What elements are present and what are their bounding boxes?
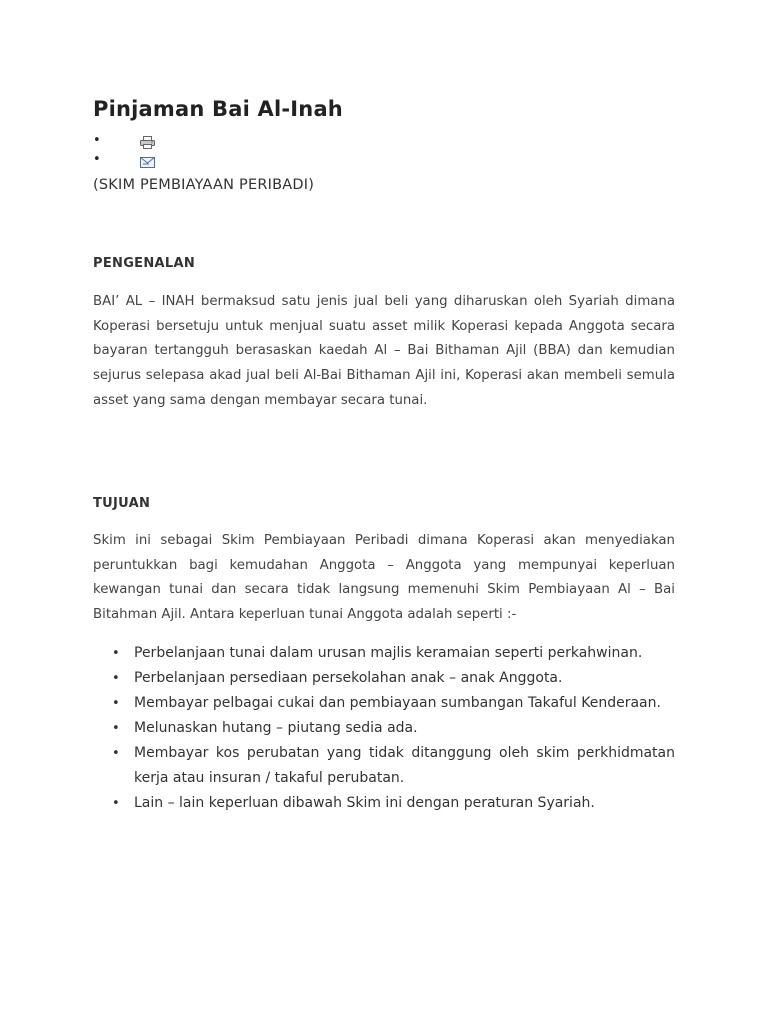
list-bullet: •	[112, 796, 120, 811]
list-bullet: •	[93, 133, 101, 148]
list-item	[93, 716, 675, 741]
list-item-text: Perbelanjaan persediaan persekolahan anak – anak Anggota.	[134, 670, 563, 686]
list-item-text: Lain – lain keperluan dibawah Skim ini dengan peraturan Syariah.	[134, 795, 595, 811]
paragraph-tujuan: Skim ini sebagai Skim Pembiayaan Peribadi dimana Koperasi akan menyediakan peruntukkan bagi kemudahan Anggota – Anggota yang mempunyai keperluan kewangan tunai dan secara tidak langsung memenuhi Skim Pembiayaan Al – Bai Bitahman Ajil. Antara keperluan tunai Anggota adalah seperti :-	[93, 533, 675, 623]
subtitle: (SKIM PEMBIAYAAN PERIBADI)	[93, 177, 315, 193]
list-item-text: Perbelanjaan tunai dalam urusan majlis keramaian seperti perkahwinan.	[134, 645, 643, 661]
page-title: Pinjaman Bai Al-Inah	[93, 97, 343, 121]
needs-list	[93, 641, 675, 816]
list-item-text: Membayar pelbagai cukai dan pembiayaan sumbangan Takaful Kenderaan.	[134, 695, 661, 711]
list-bullet: •	[112, 721, 120, 736]
list-bullet: •	[93, 152, 101, 167]
list-bullet: •	[112, 646, 120, 661]
list-item	[93, 791, 675, 816]
list-bullet: •	[112, 746, 120, 761]
list-item	[93, 741, 675, 791]
list-item	[93, 641, 675, 666]
print-row	[93, 134, 173, 148]
email-icon[interactable]	[140, 153, 155, 172]
printer-icon[interactable]	[140, 134, 155, 153]
list-bullet: •	[112, 671, 120, 686]
section-heading-pengenalan: PENGENALAN	[93, 256, 196, 271]
section-heading-tujuan: TUJUAN	[93, 496, 151, 511]
list-bullet: •	[112, 696, 120, 711]
list-item-text: Membayar kos perubatan yang tidak ditanggung oleh skim perkhidmatan kerja atau insuran / takaful perubatan.	[134, 745, 675, 786]
list-item	[93, 691, 675, 716]
email-row	[93, 153, 173, 167]
list-item-text: Melunaskan hutang – piutang sedia ada.	[134, 720, 418, 736]
paragraph-pengenalan: BAI’ AL – INAH bermaksud satu jenis jual beli yang diharuskan oleh Syariah dimana Koperasi bersetuju untuk menjual suatu asset milik Koperasi kepada Anggota secara bayaran tertangguh berasaskan kaedah Al – Bai Bithaman Ajil (BBA) dan kemudian sejurus selepasa akad jual beli Al-Bai Bithaman Ajil ini, Koperasi akan membeli semula asset yang sama dengan membayar secara tunai.	[93, 294, 675, 408]
list-item	[93, 666, 675, 691]
